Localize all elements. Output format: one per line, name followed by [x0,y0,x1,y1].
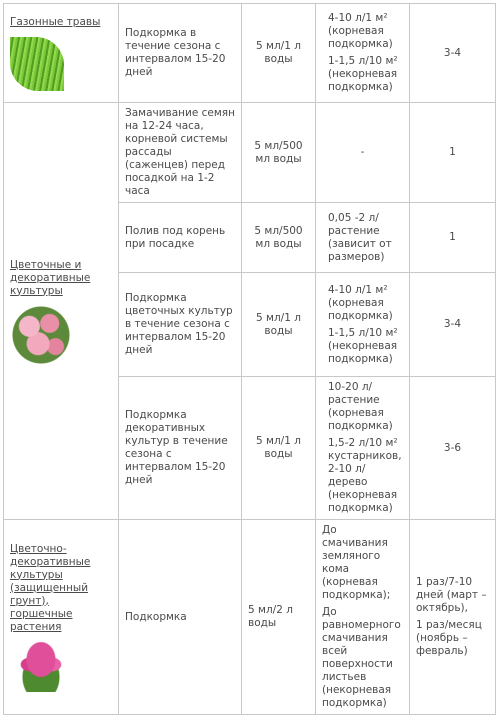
method-cell: Подкормка цветочных культур в течение сезона с интервалом 15-20 дней [119,273,242,377]
rate-root: До смачивания земляного кома (корневая подкормка); [322,524,391,601]
count-cell: 1 [410,203,496,273]
count-summer: 1 раз/7-10 дней (март – октябрь), [416,576,487,614]
culture-cell [4,520,119,715]
rate-cell [316,520,410,715]
dose-cell: 5 мл/1 л воды [242,4,316,103]
fertilizer-table [3,3,496,715]
rate-root: 4-10 л/1 м² (корневая подкормка) [328,12,393,50]
rate-foliar: До равномерного смачивания всей поверхности листьев (некорневая подкормка) [322,606,401,709]
method-cell: Подкормка [119,520,242,715]
culture-link-decor[interactable]: Цветочные и декоративные культуры [10,258,91,297]
rate-root: 4-10 л/1 м² (корневая подкормка) [328,283,393,322]
rate-cell [316,203,410,273]
table-row [4,4,496,103]
rate-cell [316,4,410,103]
method-cell: Подкормка в течение сезона с интервалом 15-20 дней [119,4,242,103]
culture-link-potted[interactable]: Цветочно-декоративные культуры (защищенный грунт), горшечные растения [10,542,91,633]
dose-cell: 5 мл/1 л воды [242,377,316,520]
table-row [4,520,496,715]
dose-cell: 5 мл/500 мл воды [242,103,316,203]
method-cell: Полив под корень при посадке [119,203,242,273]
culture-cell [4,4,119,103]
dose-cell: 5 мл/2 л воды [242,520,316,715]
rate-cell [316,273,410,377]
count-cell: 3-4 [410,4,496,103]
petunia-photo-icon [12,306,70,364]
count-winter: 1 раз/месяц (ноябрь – февраль) [416,619,482,657]
method-cell: Подкормка декоративных культур в течение сезона с интервалом 15-20 дней [119,377,242,520]
rate-foliar: 1,5-2 л/10 м² кустарников, 2-10 л/дерево (некорневая подкормка) [328,437,402,514]
potted-flower-photo-icon [14,642,68,692]
culture-link-grass[interactable]: Газонные травы [10,15,101,28]
count-cell: 1 [410,103,496,203]
count-cell: 3-4 [410,273,496,377]
method-cell: Замачивание семян на 12-24 часа, корневой системы рассады (саженцев) перед посадкой на 1-2 часа [119,103,242,203]
rate-cell: - [316,103,410,203]
grass-photo-icon [10,37,64,91]
rate-foliar: 1-1,5 л/10 м² (некорневая подкормка) [328,55,398,93]
dose-cell: 5 мл/500 мл воды [242,203,316,273]
count-cell: 3-6 [410,377,496,520]
dose-cell: 5 мл/1 л воды [242,273,316,377]
table-row [4,103,496,203]
count-cell [410,520,496,715]
culture-cell [4,103,119,520]
rate-plant: 0,05 -2 л/растение (зависит от размеров) [328,211,392,263]
rate-root: 10-20 л/растение (корневая подкормка) [328,381,393,432]
rate-cell [316,377,410,520]
rate-foliar: 1-1,5 л/10 м² (некорневая подкормка) [328,326,398,365]
